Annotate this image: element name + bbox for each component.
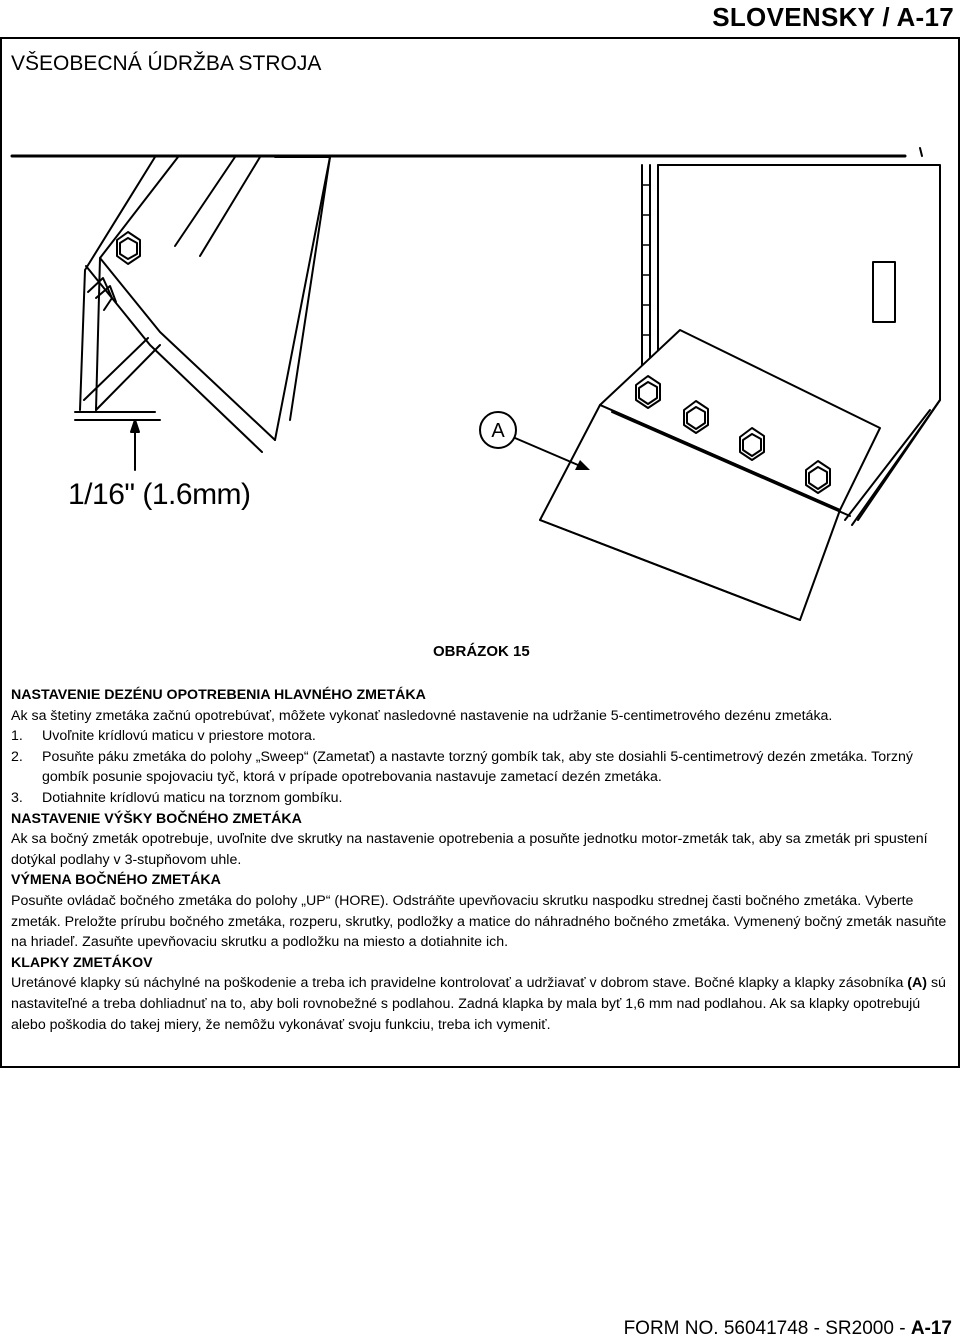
step-item: 3. Dotiahnite krídlovú maticu na torznom gombíku. — [11, 789, 343, 806]
heading-side-replace: VÝMENA BOČNÉHO ZMETÁKA — [11, 872, 221, 889]
sweeper-flap-illustration — [0, 130, 960, 630]
callout-label-a: A — [491, 420, 505, 442]
step-item: 2. Posuňte páku zmetáka do polohy „Sweep“ (Zametať) a nastavte torzný gombík tak, aby ste dosiahli 5-centimetrový dezén zmetáka. Torzný gombík posunie spojovaciu tyč, ktorá v prípade opotrebovania nastavuje zametací dezén zmetáka. — [11, 748, 913, 786]
flaps-body: Uretánové klapky sú náchylné na poškodenie a treba ich pravidelne kontrolovať a udržiavať v dobrom stave. Bočné klapky a klapky zásobníka (A) sú nastaviteľné a treba dohliadnuť na to, aby boli rovnobežné s podlahou. Zadná klapka by mala byť 1,6 mm nad podlahou. Ak sa klapky opotrebujú alebo poškodia do takej miery, že nemôžu vykonávať svoju funkciu, treba ich vymeniť. — [11, 975, 946, 1033]
heading-flaps: KLAPKY ZMETÁKOV — [11, 954, 153, 971]
step-item: 1. Uvoľnite krídlovú maticu v priestore motora. — [11, 728, 316, 745]
heading-main-pattern: NASTAVENIE DEZÉNU OPOTREBENIA HLAVNÉHO ZMETÁKA — [11, 687, 426, 703]
page-footer: FORM NO. 56041748 - SR2000 - A-17 — [623, 1318, 952, 1339]
content-border-bottom — [0, 1066, 960, 1068]
header-rule — [0, 37, 960, 39]
side-height-body: Ak sa bočný zmeták opotrebuje, uvoľnite dve skrutky na nastavenie opotrebenia a posuňte jednotku motor-zmeták tak, aby sa zmeták pri spustení dotýkal podlahy v 3-stupňovom uhle. — [11, 831, 928, 868]
figure-caption: OBRÁZOK 15 — [433, 643, 530, 660]
side-replace-body: Posuňte ovládač bočného zmetáka do polohy „UP“ (HORE). Odstráňte upevňovaciu skrutku naspodku strednej časti bočného zmetáka. Vyberte zmeták. Preložte prírubu bočného zmetáka, rozperu, skrutky, podložky a matice do náhradného bočného zmetáka. Vymenený bočný zmeták nasuňte na hriadeľ. Zasuňte upevňovaciu skrutku a podložku na miesto a dotiahnite ich. — [11, 892, 947, 951]
main-pattern-intro: Ak sa štetiny zmetáka začnú opotrebúvať, môžete vykonať nasledovné nastavenie na udržanie 5-centimetrového dezénu zmetáka. — [11, 707, 833, 724]
section-title: VŠEOBECNÁ ÚDRŽBA STROJA — [11, 52, 322, 75]
content-text — [11, 685, 951, 1035]
dimension-label: 1/16" (1.6mm) — [68, 478, 251, 511]
heading-side-height: NASTAVENIE VÝŠKY BOČNÉHO ZMETÁKA — [11, 810, 302, 827]
page-header-title: SLOVENSKY / A-17 — [712, 2, 954, 32]
